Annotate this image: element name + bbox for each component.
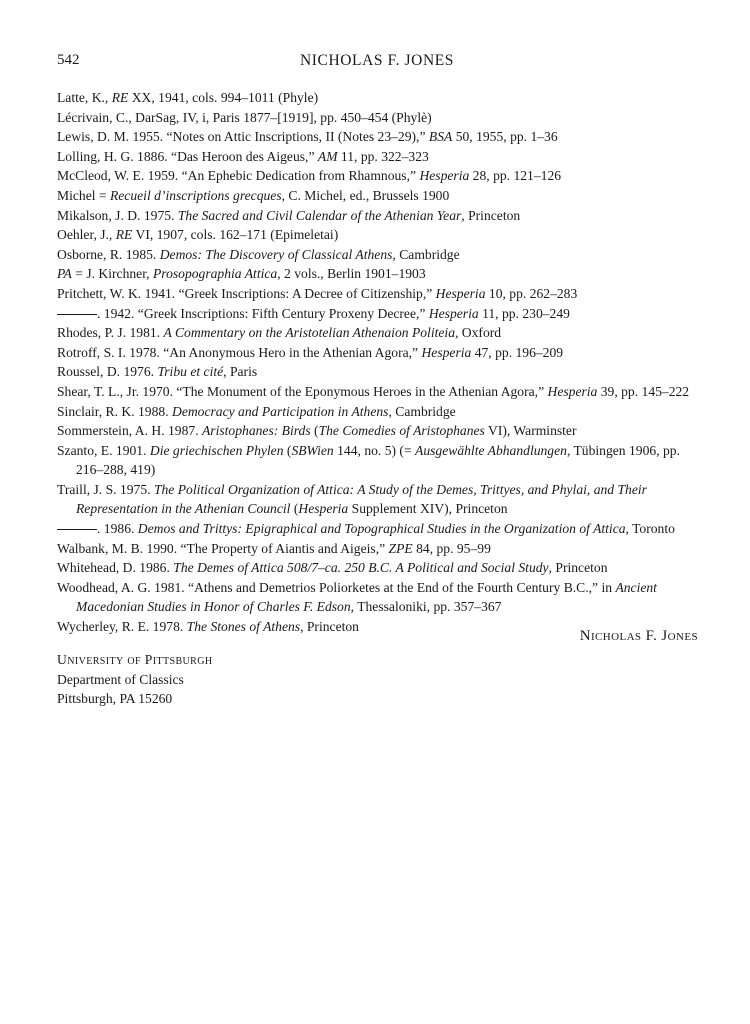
reference-text: McCleod, W. E. 1959. “An Ephebic Dedication from Rhamnous,”: [57, 168, 420, 184]
reference-text: 144, no. 5) (=: [333, 442, 416, 458]
reference-entry: [57, 578, 697, 617]
reference-title: PA: [57, 266, 72, 282]
reference-entry: [57, 206, 697, 226]
reference-entry: [57, 362, 697, 382]
institution: University of Pittsburgh: [57, 652, 213, 667]
reference-entry: [57, 441, 697, 480]
reference-entry: [57, 284, 697, 304]
reference-text: Lécrivain, C., DarSag, IV, i, Paris 1877–[1919], pp. 450–454 (Phylè): [57, 109, 432, 125]
reference-title: A Commentary on the Aristotelian Athenaion Politeia: [163, 325, 455, 341]
reference-text: Szanto, E. 1901.: [57, 442, 150, 458]
reference-entry: [57, 323, 697, 343]
reference-title: The Political Organization of Attica: A Study of the Demes, Trittyes, and Phylai, and Their Representation in the Athenian Council: [76, 481, 647, 517]
reference-entry: [57, 402, 697, 422]
reference-entry: [57, 382, 697, 402]
reference-text: , Thessaloniki, pp. 357–367: [350, 599, 502, 615]
references-list: [57, 88, 697, 637]
reference-text: 28, pp. 121–126: [469, 168, 562, 184]
reference-text: Osborne, R. 1985.: [57, 246, 160, 262]
reference-text: , C. Michel, ed., Brussels 1900: [281, 187, 450, 203]
reference-text: (: [283, 442, 292, 458]
reference-title: Hesperia: [428, 305, 479, 321]
reference-title: Tribu et cité: [157, 364, 224, 380]
reference-title: AM: [317, 148, 338, 164]
reference-text: (: [290, 501, 299, 517]
reference-text: . 1942. “Greek Inscriptions: Fifth Century Proxeny Decree,”: [97, 305, 429, 321]
reference-entry: [57, 343, 697, 363]
reference-entry: [57, 558, 697, 578]
repeat-author-dash: [57, 529, 97, 530]
reference-text: Supplement XIV), Princeton: [348, 501, 508, 517]
reference-title: Ancient Macedonian Studies in Honor of Charles F. Edson: [76, 579, 657, 615]
reference-entry: [57, 147, 697, 167]
reference-text: Sommerstein, A. H. 1987.: [57, 423, 202, 439]
reference-text: 11, pp. 230–249: [478, 305, 570, 321]
reference-title: The Sacred and Civil Calendar of the Athenian Year: [177, 207, 462, 223]
reference-text: VI), Warminster: [484, 423, 577, 439]
reference-text: Pritchett, W. K. 1941. “Greek Inscriptions: A Decree of Citizenship,”: [57, 285, 436, 301]
reference-text: , 2 vols., Berlin 1901–1903: [277, 266, 426, 282]
reference-entry: [57, 108, 697, 128]
reference-title: SBWien: [291, 442, 334, 458]
reference-entry: [57, 166, 697, 186]
reference-text: 50, 1955, pp. 1–36: [452, 129, 558, 145]
reference-entry: [57, 225, 697, 245]
reference-text: Michel =: [57, 187, 110, 203]
page-number: 542: [57, 52, 80, 68]
reference-text: Lolling, H. G. 1886. “Das Heroon des Aigeus,”: [57, 148, 318, 164]
reference-entry: [57, 264, 697, 284]
reference-text: Traill, J. S. 1975.: [57, 481, 154, 497]
reference-text: Whitehead, D. 1986.: [57, 560, 174, 576]
reference-text: 11, pp. 322–323: [337, 148, 429, 164]
reference-text: , Paris: [223, 364, 258, 380]
author-signature: Nicholas F. Jones: [579, 628, 698, 644]
reference-text: Sinclair, R. K. 1988.: [57, 403, 172, 419]
reference-title: Hesperia: [298, 501, 349, 517]
reference-title: BSA: [428, 129, 453, 145]
reference-text: Oehler, J.,: [57, 227, 116, 243]
reference-text: . 1986.: [97, 521, 138, 537]
author-address: [57, 650, 212, 709]
department: Department of Classics: [57, 671, 184, 687]
reference-title: Hesperia: [419, 168, 470, 184]
reference-title: Aristophanes: Birds: [202, 423, 311, 439]
reference-text: 84, pp. 95–99: [412, 540, 491, 556]
reference-title: RE: [111, 90, 129, 105]
reference-title: Hesperia: [547, 383, 598, 399]
reference-text: 39, pp. 145–222: [597, 383, 690, 399]
reference-title: The Demes of Attica 508/7–ca. 250 B.C. A Political and Social Study: [173, 560, 549, 576]
reference-text: Lewis, D. M. 1955. “Notes on Attic Inscriptions, II (Notes 23–29),”: [57, 129, 429, 145]
reference-title: Die griechischen Phylen: [149, 442, 284, 458]
reference-entry: [57, 304, 697, 324]
reference-title: RE: [115, 227, 133, 243]
reference-title: Democracy and Participation in Athens: [172, 403, 389, 419]
reference-title: ZPE: [388, 540, 413, 556]
reference-title: The Comedies of Aristophanes: [318, 423, 485, 439]
reference-title: Hesperia: [421, 344, 472, 360]
reference-text: Wycherley, R. E. 1978.: [57, 619, 187, 635]
reference-text: 47, pp. 196–209: [471, 344, 564, 360]
reference-entry: [57, 245, 697, 265]
reference-text: , Princeton: [461, 207, 521, 223]
reference-title: Ausgewählte Abhandlungen: [415, 442, 567, 458]
reference-text: Walbank, M. B. 1990. “The Property of Aiantis and Aigeis,”: [57, 540, 389, 556]
reference-entry: [57, 421, 697, 441]
reference-text: , Cambridge: [388, 403, 456, 419]
reference-text: , Tübingen 1906, pp. 216–288, 419): [76, 442, 680, 478]
reference-text: Rhodes, P. J. 1981.: [57, 325, 164, 341]
reference-text: VI, 1907, cols. 162–171 (Epimeletai): [132, 227, 339, 243]
reference-entry: [57, 480, 697, 519]
reference-text: , Cambridge: [392, 246, 460, 262]
reference-text: Mikalson, J. D. 1975.: [57, 207, 178, 223]
repeat-author-dash: [57, 314, 97, 315]
reference-title: Demos and Trittys: Epigraphical and Topographical Studies in the Organization of Attica: [137, 521, 626, 537]
reference-text: XX, 1941, cols. 994–1011 (Phyle): [128, 90, 319, 105]
reference-entry: [57, 186, 697, 206]
reference-text: Roussel, D. 1976.: [57, 364, 158, 380]
reference-text: Latte, K.,: [57, 90, 112, 105]
reference-text: Rotroff, S. I. 1978. “An Anonymous Hero in the Athenian Agora,”: [57, 344, 422, 360]
reference-text: 10, pp. 262–283: [485, 285, 578, 301]
reference-title: Demos: The Discovery of Classical Athens: [159, 246, 393, 262]
reference-text: Woodhead, A. G. 1981. “Athens and Demetrios Poliorketes at the End of the Fourth Century B.C.,” in: [57, 579, 616, 595]
reference-text: = J. Kirchner,: [71, 266, 153, 282]
reference-text: , Toronto: [625, 521, 675, 537]
city: Pittsburgh, PA 15260: [57, 691, 173, 707]
page-header: [57, 52, 697, 72]
running-title: NICHOLAS F. JONES: [299, 52, 455, 69]
reference-title: Prosopographia Attica: [152, 266, 278, 282]
reference-entry: [57, 539, 697, 559]
reference-entry: [57, 519, 697, 539]
reference-entry: [57, 127, 697, 147]
reference-title: The Stones of Athens: [186, 619, 301, 635]
reference-text: , Princeton: [548, 560, 608, 576]
reference-text: , Princeton: [300, 619, 359, 635]
reference-entry: [57, 88, 697, 108]
reference-text: (: [310, 423, 319, 439]
reference-title: Recueil d’inscriptions grecques: [109, 187, 282, 203]
reference-title: Hesperia: [435, 285, 486, 301]
reference-text: Shear, T. L., Jr. 1970. “The Monument of the Eponymous Heroes in the Athenian Agora,”: [57, 383, 548, 399]
reference-text: , Oxford: [455, 325, 502, 341]
